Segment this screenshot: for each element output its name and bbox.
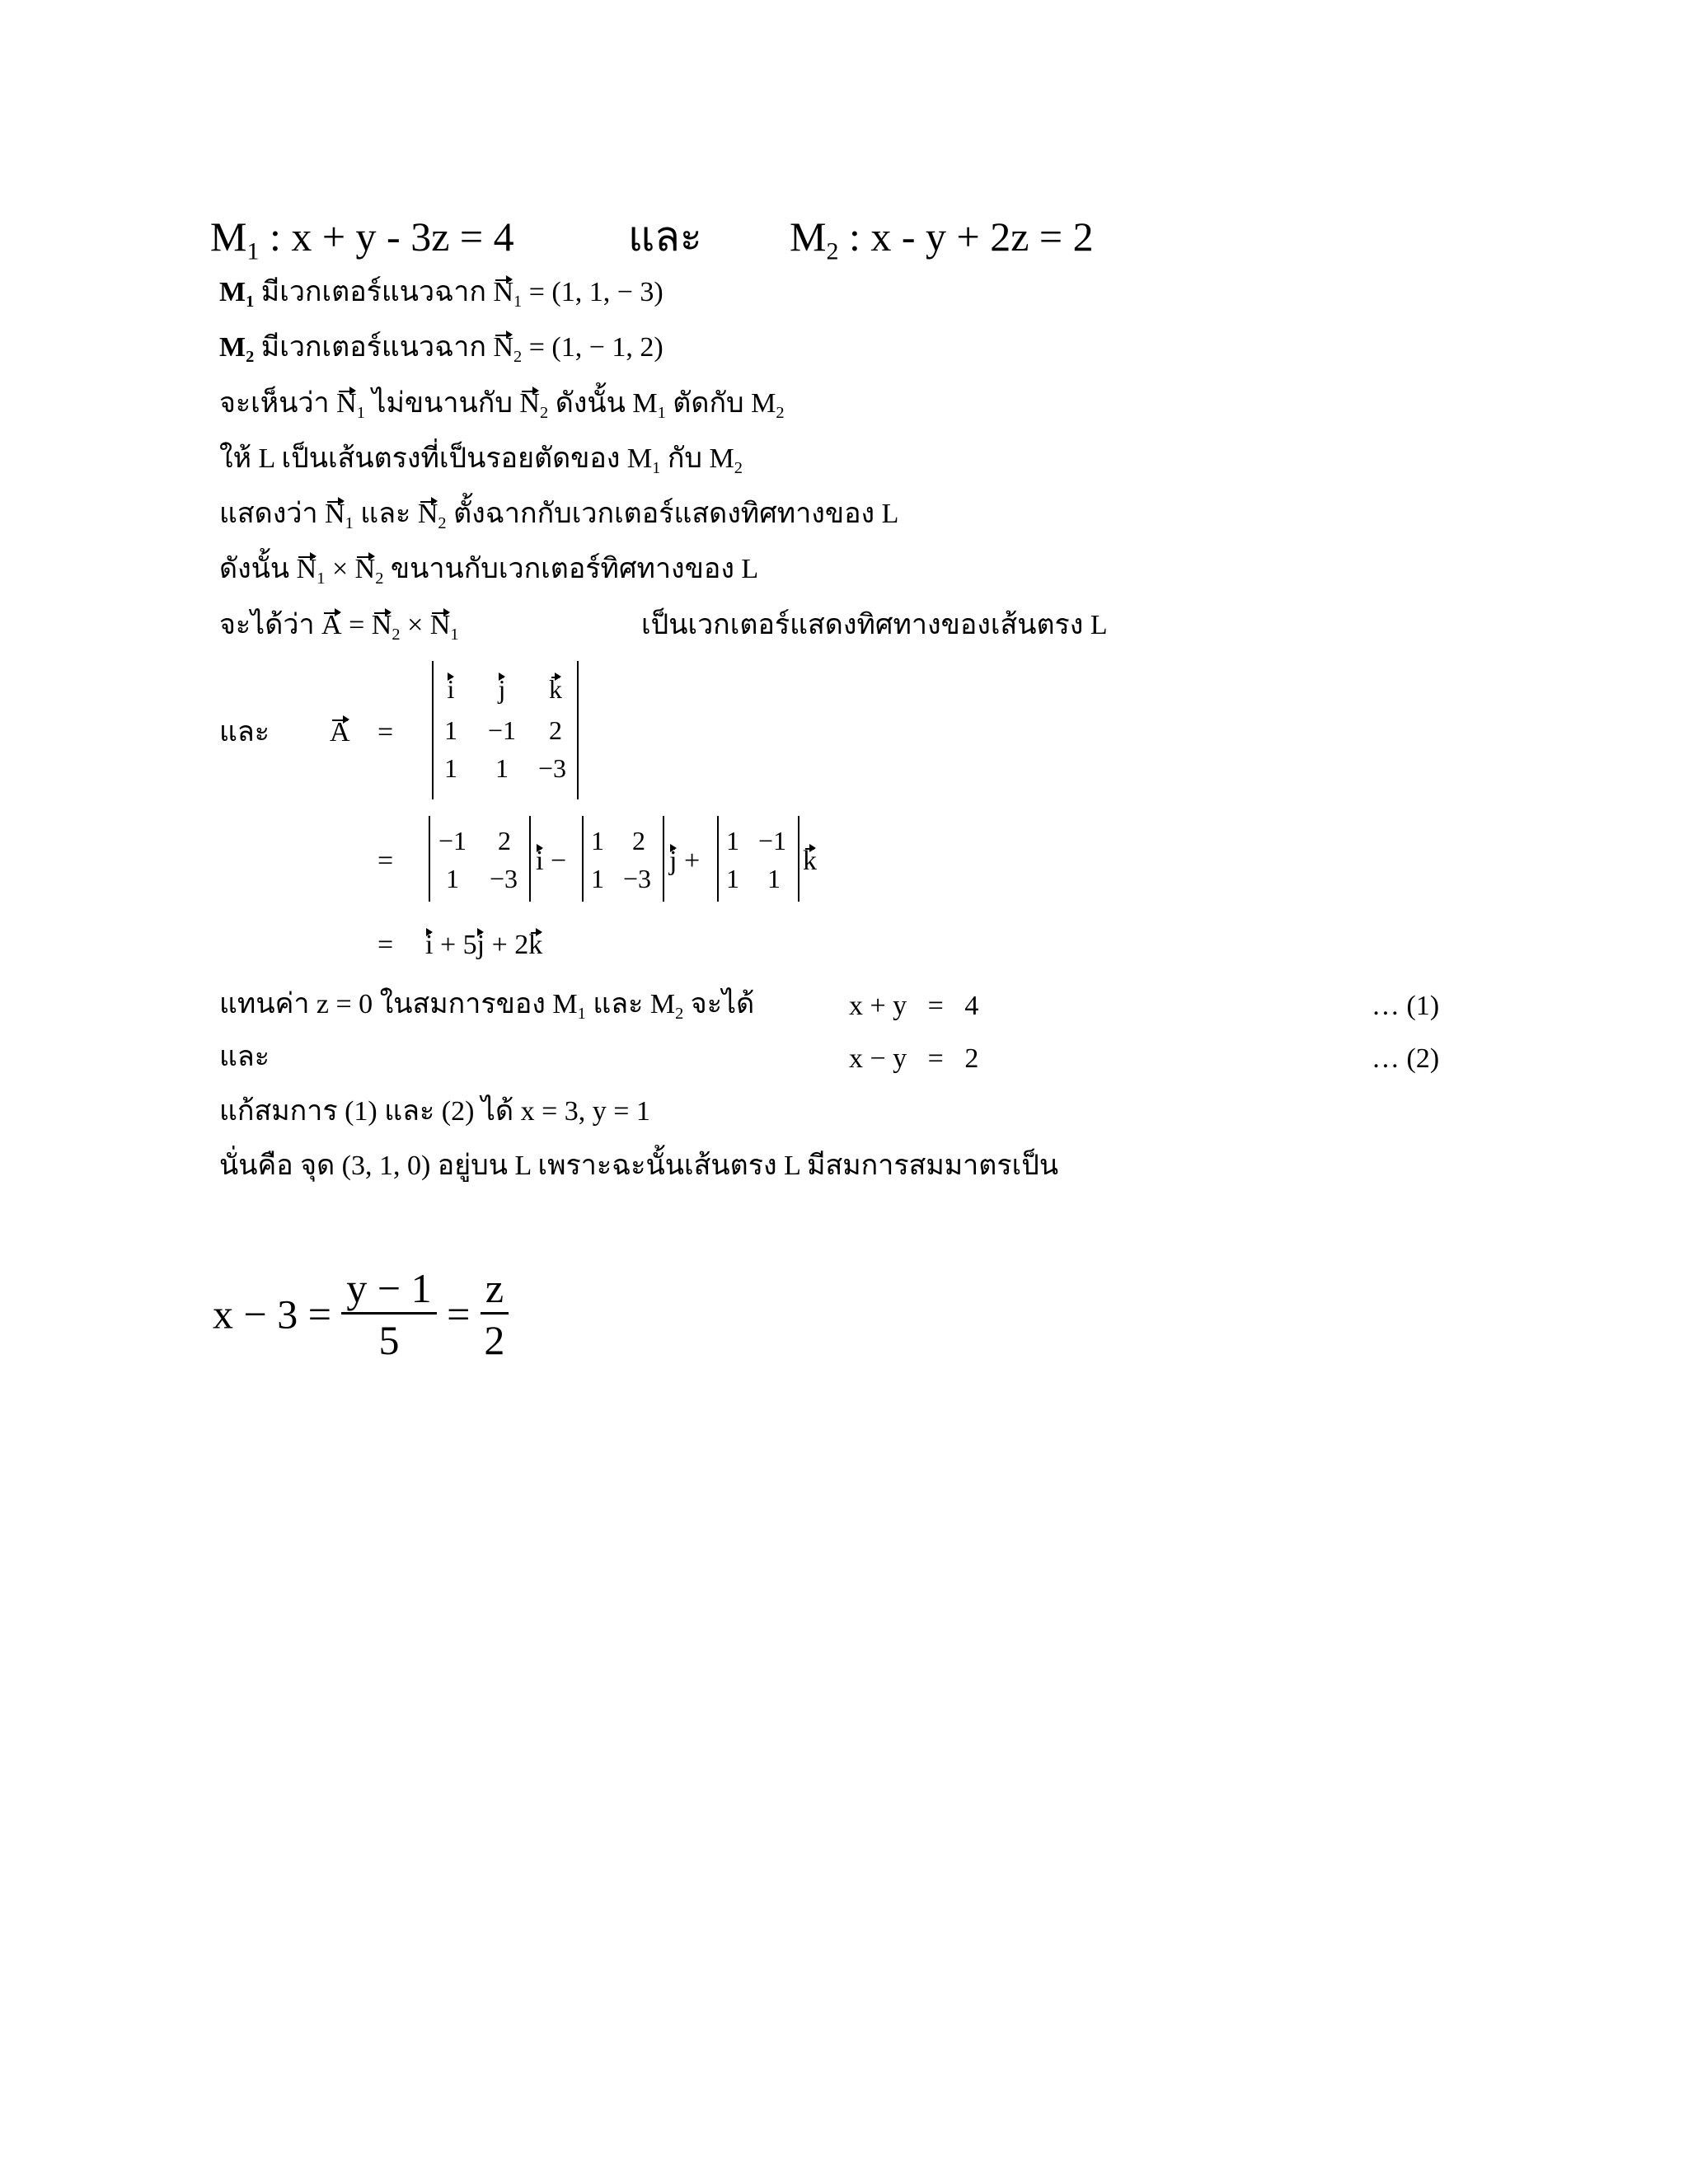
- cross-product-parallel-line: ดังนั้น $N_1 \times N_2$ ขนานกับเวกเตอร์ทิศทางของ L: [219, 554, 759, 588]
- equation-1: x + y = 4: [849, 991, 979, 1021]
- equation-1-tag: … (1): [1372, 991, 1440, 1021]
- symmetric-equation: x − 3 = $\frac{y - 1}{5}$ = $\frac{z}{2}$: [213, 1268, 509, 1361]
- minor-j: 1 2 1 −3: [582, 816, 664, 902]
- det-equals-1: =: [377, 717, 394, 748]
- minor-i: −1 2 1 −3: [429, 816, 531, 902]
- direction-vector-def: จะได้ว่า $A = N_2 \times N_1$: [219, 610, 459, 644]
- equation-2: x − y = 2: [849, 1043, 979, 1074]
- substitute-z-line: แทนค่า z = 0 ในสมการของ $M_1$ และ $M_2$ จะได้: [219, 989, 755, 1024]
- det-equals-3: =: [377, 930, 394, 960]
- plane-m2-equation: $M_2$ : x - y + 2z = 2: [790, 213, 1094, 265]
- not-parallel-line: จะเห็นว่า $N_1$ ไม่ขนานกับ $N_2$ ดังนั้น $M_1$ ตัดกับ $M_2$: [219, 388, 785, 423]
- det-and-label: และ: [219, 717, 270, 748]
- term-j: j +: [669, 846, 701, 876]
- normal-vector-n1-line: $M_1$ มีเวกเตอร์แนวฉาก $N_1 = (1$, 1, − 3): [219, 277, 663, 312]
- det-vector-a: A: [330, 717, 350, 748]
- heading-and: และ: [628, 213, 702, 260]
- term-k: k: [803, 846, 817, 876]
- perpendicular-line: แสดงว่า $N_1$ และ $N_2$ ตั้งฉากกับเวกเตอร์แสดงทิศทางของ L: [219, 499, 899, 533]
- direction-vector-note: เป็นเวกเตอร์แสดงทิศทางของเส้นตรง L: [641, 610, 1108, 640]
- plane-m1-equation: $M_1$ : x + y - 3z = 4: [210, 213, 514, 265]
- and-label-2: และ: [219, 1042, 270, 1072]
- det-result: i + 5j + 2k: [425, 930, 543, 960]
- equation-2-tag: … (2): [1372, 1043, 1440, 1074]
- det-equals-2: =: [377, 846, 394, 876]
- minor-k: 1 −1 1 1: [717, 816, 799, 902]
- term-i: i −: [536, 846, 567, 876]
- normal-vector-n2-line: $M_2$ มีเวกเตอร์แนวฉาก $N_2 = (1$, − 1, 2): [219, 332, 663, 367]
- intersection-line-def: ให้ L เป็นเส้นตรงที่เป็นรอยตัดของ $M_1$ กับ $M_2$: [219, 443, 743, 478]
- point-on-line: นั่นคือ จุด (3, 1, 0) อยู่บน L เพราะฉะนั้นเส้นตรง L มีสมการสมมาตรเป็น: [219, 1151, 1059, 1181]
- solve-result-line: แก้สมการ (1) และ (2) ได้ x = 3, y = 1: [219, 1096, 650, 1127]
- determinant-3x3: i j k 1 −1 2 1 1 −3: [432, 661, 579, 799]
